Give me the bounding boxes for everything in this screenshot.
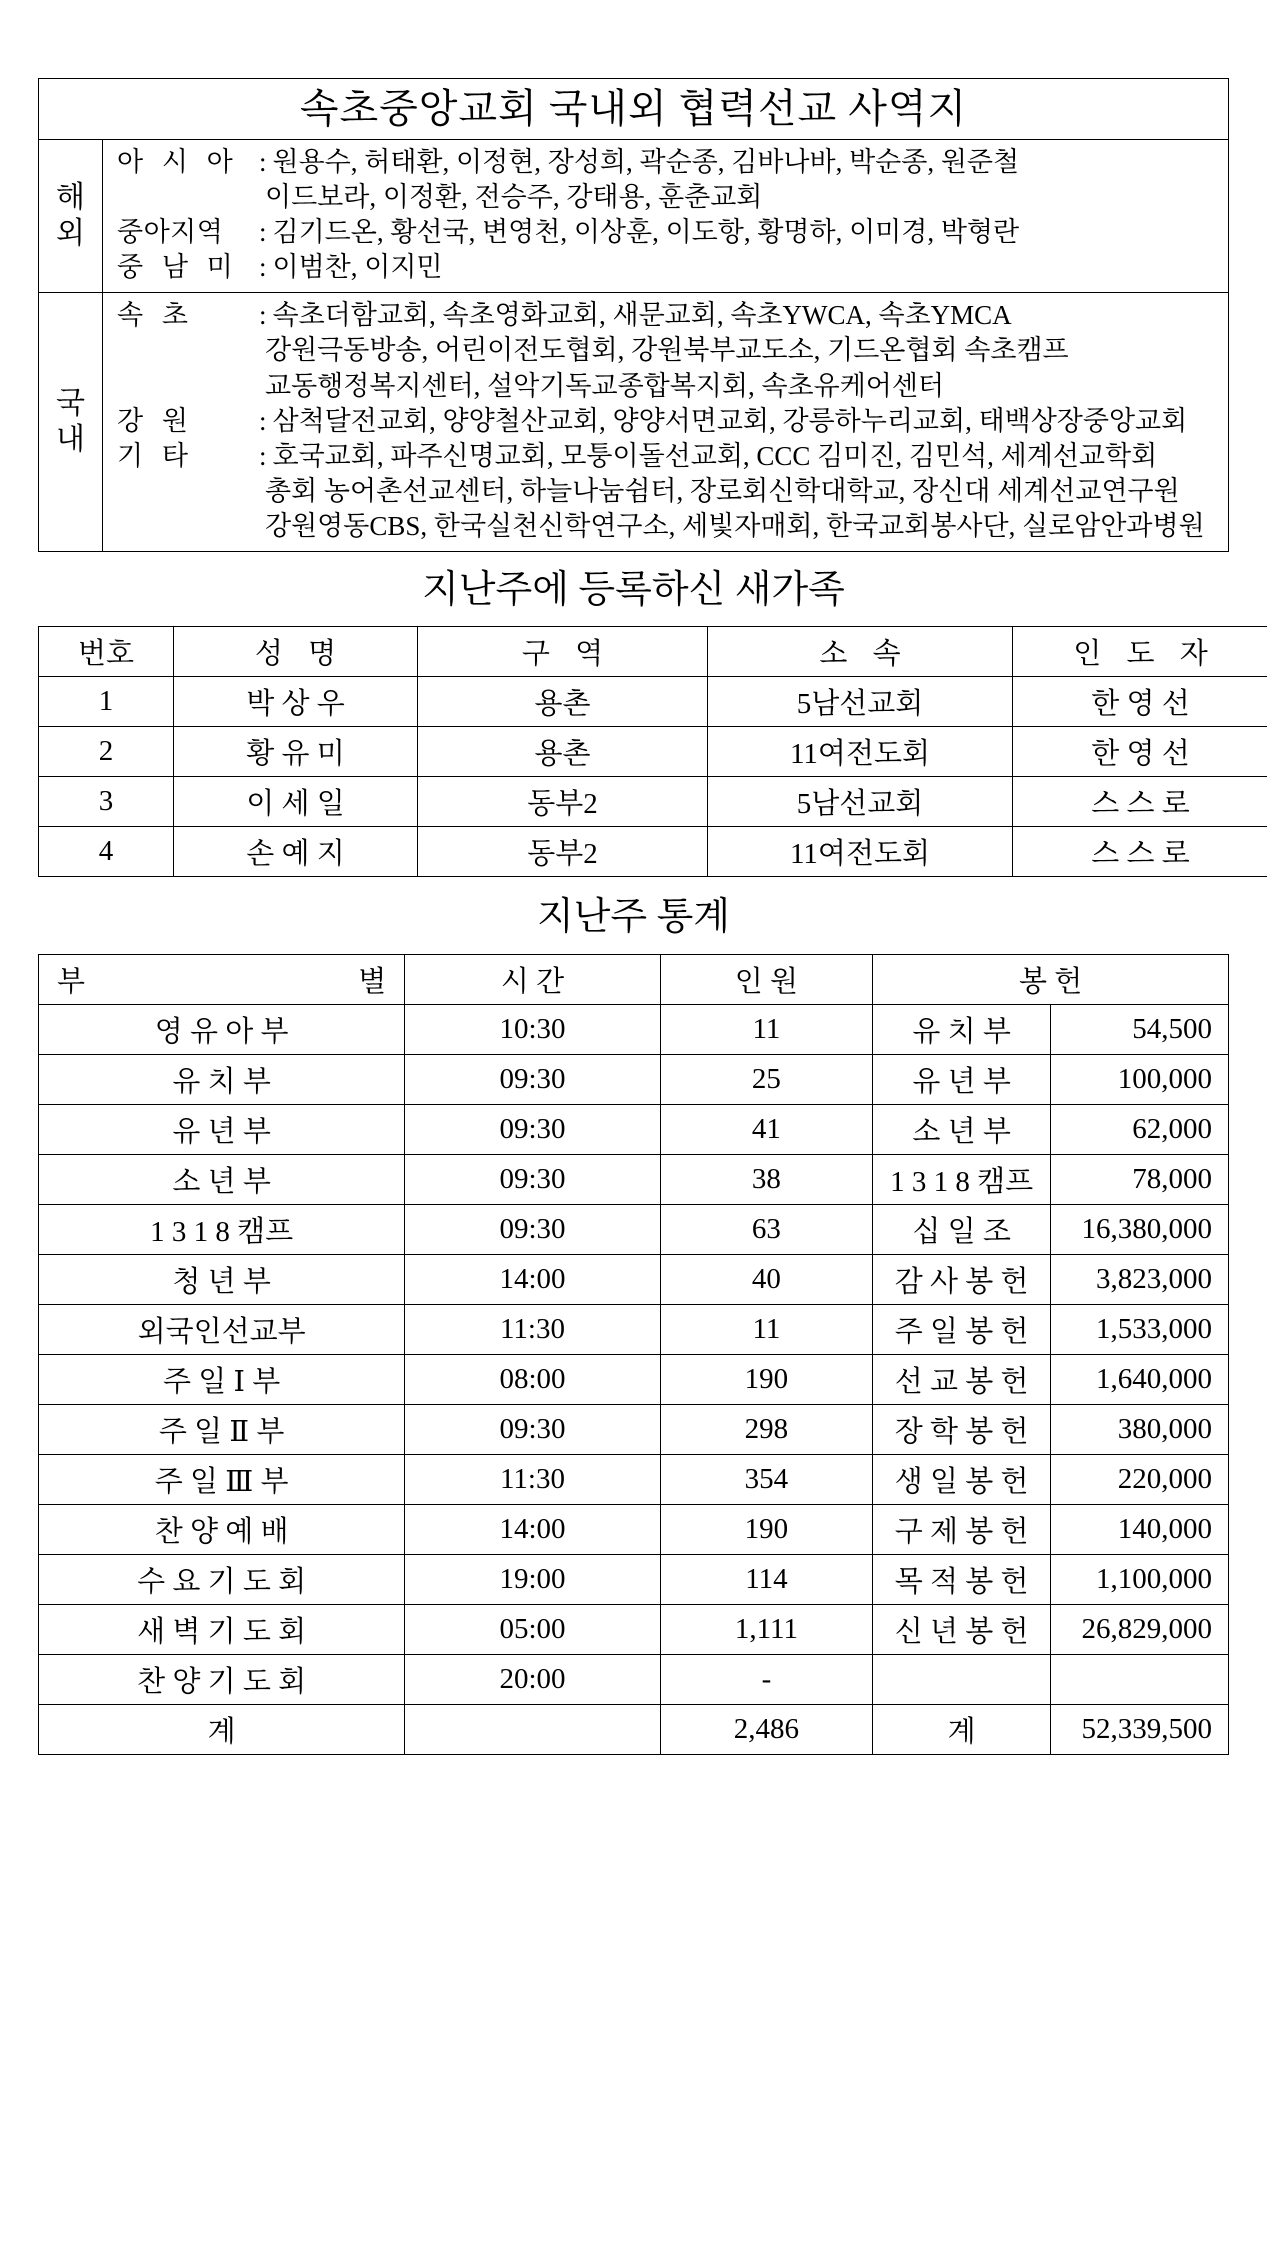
cell-amount: 16,380,000: [1051, 1205, 1229, 1255]
cell-time: 09:30: [405, 1205, 660, 1255]
cell-count: 40: [660, 1255, 872, 1305]
cell-offering: 신 년 봉 헌: [873, 1605, 1051, 1655]
total-time: [405, 1705, 660, 1755]
cell-org: 11여전도회: [708, 827, 1013, 877]
colon-glyph: :: [259, 300, 267, 331]
column-header-offering: 봉 헌: [873, 955, 1229, 1005]
cell-count: 38: [660, 1155, 872, 1205]
cell-department: 새 벽 기 도 회: [39, 1605, 405, 1655]
colon-glyph: :: [259, 440, 267, 471]
table-row: [39, 1605, 1229, 1655]
cell-count: -: [660, 1655, 872, 1705]
cell-department: 유 치 부: [39, 1055, 405, 1105]
mission-region-label: 아 시 아: [117, 147, 239, 177]
cell-amount: 100,000: [1051, 1055, 1229, 1105]
cell-count: 25: [660, 1055, 872, 1105]
table-row: [39, 1555, 1229, 1605]
mission-line-text: 강원극동방송, 어린이전도협회, 강원북부교도소, 기드온협회 속초캠프: [265, 335, 1069, 366]
table-row: [39, 1205, 1229, 1255]
column-header-district: 구 역: [418, 627, 708, 677]
mission-region-label: 중 남 미: [117, 252, 239, 283]
overseas-row: [39, 140, 1229, 293]
mission-line-text: 이범찬, 이지민: [272, 252, 443, 283]
stats-heading: 지난주 통계: [536, 896, 731, 939]
total-label-right: 계: [873, 1705, 1051, 1755]
table-row: [39, 1455, 1229, 1505]
cell-amount: 78,000: [1051, 1155, 1229, 1205]
mission-line: [117, 439, 1224, 474]
cell-time: 14:00: [405, 1505, 660, 1555]
mission-line-text: 교동행정복지센터, 설악기독교종합복지회, 속초유케어센터: [265, 370, 945, 401]
cell-leader: 스 스 로: [1013, 827, 1267, 877]
table-row: [39, 1255, 1229, 1305]
mission-line-text: 강원영동CBS, 한국실천신학연구소, 세빛자매회, 한국교회봉사단, 실로암안과병원: [265, 510, 1205, 541]
new-families-heading: 지난주에 등록하신 새가족: [422, 569, 845, 612]
column-header-name: 성 명: [174, 627, 418, 677]
cell-department: 청 년 부: [39, 1255, 405, 1305]
domestic-content: [103, 293, 1229, 552]
cell-count: 190: [660, 1505, 872, 1555]
cell-amount: 140,000: [1051, 1505, 1229, 1555]
colon-glyph: :: [259, 405, 267, 436]
domestic-row: [39, 293, 1229, 552]
column-header-no: 번호: [39, 627, 174, 677]
cell-amount: 380,000: [1051, 1405, 1229, 1455]
table-total-row: [39, 1705, 1229, 1755]
cell-time: 08:00: [405, 1355, 660, 1405]
mission-line: [117, 215, 1224, 250]
cell-department: 찬 양 예 배: [39, 1505, 405, 1555]
column-header-count: 인 원: [660, 955, 872, 1005]
mission-region-label: 강 원: [117, 405, 194, 436]
mission-line: [117, 474, 1224, 509]
cell-time: 09:30: [405, 1055, 660, 1105]
column-header-department: [39, 955, 405, 1005]
mission-line: [117, 333, 1224, 368]
cell-count: 354: [660, 1455, 872, 1505]
cell-offering: 유 년 부: [873, 1055, 1051, 1105]
cell-org: 5남선교회: [708, 777, 1013, 827]
cell-amount: 1,533,000: [1051, 1305, 1229, 1355]
cell-count: 114: [660, 1555, 872, 1605]
table-row: [39, 1655, 1229, 1705]
cell-no: 3: [39, 777, 174, 827]
cell-offering: 감 사 봉 헌: [873, 1255, 1051, 1305]
cell-no: 2: [39, 727, 174, 777]
table-row: [39, 827, 1267, 877]
cell-offering: 생 일 봉 헌: [873, 1455, 1051, 1505]
total-count: 2,486: [660, 1705, 872, 1755]
cell-department: 찬 양 기 도 회: [39, 1655, 405, 1705]
cell-name: 박 상 우: [174, 677, 418, 727]
cell-district: 용촌: [418, 677, 708, 727]
colon-glyph: :: [259, 217, 267, 248]
cell-department: 주 일 Ⅱ 부: [39, 1405, 405, 1455]
table-row: [39, 727, 1267, 777]
cell-offering: 주 일 봉 헌: [873, 1305, 1051, 1355]
overseas-label-char-2: 외: [56, 217, 85, 251]
mission-line: [117, 404, 1224, 439]
cell-offering: 장 학 봉 헌: [873, 1405, 1051, 1455]
cell-count: 298: [660, 1405, 872, 1455]
mission-line: [117, 145, 1224, 180]
cell-amount: 54,500: [1051, 1005, 1229, 1055]
cell-offering: 소 년 부: [873, 1105, 1051, 1155]
cell-org: 11여전도회: [708, 727, 1013, 777]
cell-offering: [873, 1655, 1051, 1705]
mission-line-text: 삼척달전교회, 양양철산교회, 양양서면교회, 강릉하누리교회, 태백상장중앙교회: [272, 405, 1188, 436]
cell-count: 63: [660, 1205, 872, 1255]
cell-time: 10:30: [405, 1005, 660, 1055]
cell-offering: 목 적 봉 헌: [873, 1555, 1051, 1605]
cell-time: 14:00: [405, 1255, 660, 1305]
total-label-left: 계: [39, 1705, 405, 1755]
column-header-time: 시 간: [405, 955, 660, 1005]
cell-amount: 26,829,000: [1051, 1605, 1229, 1655]
cell-time: 05:00: [405, 1605, 660, 1655]
domestic-label-char-1: 국: [56, 386, 85, 420]
table-row: [39, 777, 1267, 827]
cell-name: 황 유 미: [174, 727, 418, 777]
weekly-statistics-table: [38, 954, 1229, 1755]
cell-org: 5남선교회: [708, 677, 1013, 727]
new-families-table: [38, 626, 1267, 877]
mission-region-label: 중아지역: [117, 217, 224, 248]
mission-line: [117, 298, 1224, 333]
table-row: [39, 1505, 1229, 1555]
mission-line-text: 김기드온, 황선국, 변영천, 이상훈, 이도항, 황명하, 이미경, 박형란: [272, 217, 1020, 248]
mission-line-text: 이드보라, 이정환, 전승주, 강태용, 훈춘교회: [265, 182, 763, 213]
overseas-label: [39, 140, 103, 293]
cell-count: 1,111: [660, 1605, 872, 1655]
cell-no: 4: [39, 827, 174, 877]
cell-amount: 1,640,000: [1051, 1355, 1229, 1405]
mission-line: [117, 369, 1224, 404]
cell-department: 외국인선교부: [39, 1305, 405, 1355]
cell-department: 영 유 아 부: [39, 1005, 405, 1055]
table-row: [39, 1355, 1229, 1405]
cell-offering: 1 3 1 8 캠프: [873, 1155, 1051, 1205]
cell-district: 용촌: [418, 727, 708, 777]
cell-time: 20:00: [405, 1655, 660, 1705]
cell-department: 유 년 부: [39, 1105, 405, 1155]
cell-time: 11:30: [405, 1305, 660, 1355]
cell-no: 1: [39, 677, 174, 727]
cell-count: 11: [660, 1005, 872, 1055]
mission-line-text: 속초더함교회, 속초영화교회, 새문교회, 속초YWCA, 속초YMCA: [272, 300, 1012, 331]
table-header-row: [39, 955, 1229, 1005]
cell-department: 주 일 Ⅲ 부: [39, 1455, 405, 1505]
colon-glyph: :: [259, 252, 267, 283]
cell-amount: 220,000: [1051, 1455, 1229, 1505]
domestic-label: [39, 293, 103, 552]
cell-leader: 한 영 선: [1013, 727, 1267, 777]
domestic-label-char-2: 내: [56, 423, 85, 457]
cell-department: 1 3 1 8 캠프: [39, 1205, 405, 1255]
mission-line: [117, 180, 1224, 215]
table-row: [39, 677, 1267, 727]
cell-amount: 3,823,000: [1051, 1255, 1229, 1305]
cell-time: 19:00: [405, 1555, 660, 1605]
cell-time: 09:30: [405, 1105, 660, 1155]
cell-amount: 62,000: [1051, 1105, 1229, 1155]
table-row: [39, 1005, 1229, 1055]
mission-line: [117, 250, 1224, 285]
cell-name: 손 예 지: [174, 827, 418, 877]
cell-name: 이 세 일: [174, 777, 418, 827]
cell-department: 소 년 부: [39, 1155, 405, 1205]
cell-time: 09:30: [405, 1405, 660, 1455]
mission-region-label: 속 초: [117, 300, 194, 331]
dept-header-left: 부: [57, 966, 86, 999]
table-header-row: [39, 627, 1267, 677]
total-amount: 52,339,500: [1051, 1705, 1229, 1755]
table-row: [39, 1305, 1229, 1355]
cell-leader: 한 영 선: [1013, 677, 1267, 727]
mission-title-row: [39, 79, 1229, 140]
cell-time: 11:30: [405, 1455, 660, 1505]
mission-line-text: 원용수, 허태환, 이정현, 장성희, 곽순종, 김바나바, 박순종, 원준철: [272, 147, 1020, 177]
cell-district: 동부2: [418, 827, 708, 877]
mission-fields-table: [38, 78, 1229, 552]
overseas-label-char-1: 해: [56, 180, 85, 214]
cell-offering: 선 교 봉 헌: [873, 1355, 1051, 1405]
cell-offering: 구 제 봉 헌: [873, 1505, 1051, 1555]
table-row: [39, 1105, 1229, 1155]
cell-offering: 유 치 부: [873, 1005, 1051, 1055]
column-header-leader: 인 도 자: [1013, 627, 1267, 677]
cell-offering: 십 일 조: [873, 1205, 1051, 1255]
cell-time: 09:30: [405, 1155, 660, 1205]
table-row: [39, 1405, 1229, 1455]
overseas-content: [103, 140, 1229, 293]
column-header-org: 소 속: [708, 627, 1013, 677]
cell-count: 190: [660, 1355, 872, 1405]
cell-amount: 1,100,000: [1051, 1555, 1229, 1605]
cell-district: 동부2: [418, 777, 708, 827]
cell-count: 11: [660, 1305, 872, 1355]
cell-leader: 스 스 로: [1013, 777, 1267, 827]
cell-department: 수 요 기 도 회: [39, 1555, 405, 1605]
dept-header-right: 별: [358, 966, 387, 999]
table-row: [39, 1055, 1229, 1105]
cell-count: 41: [660, 1105, 872, 1155]
mission-region-label: 기 타: [117, 440, 194, 471]
mission-line-text: 총회 농어촌선교센터, 하늘나눔쉼터, 장로회신학대학교, 장신대 세계선교연구원: [265, 475, 1180, 506]
mission-line: [117, 509, 1224, 544]
mission-line-text: 호국교회, 파주신명교회, 모퉁이돌선교회, CCC 김미진, 김민석, 세계선교학회: [272, 440, 1158, 471]
dept-header-inner: [39, 959, 404, 1000]
table-row: [39, 1155, 1229, 1205]
mission-title: 속초중앙교회 국내외 협력선교 사역지: [39, 79, 1229, 140]
colon-glyph: :: [259, 147, 267, 177]
cell-department: 주 일 Ⅰ 부: [39, 1355, 405, 1405]
cell-amount: [1051, 1655, 1229, 1705]
